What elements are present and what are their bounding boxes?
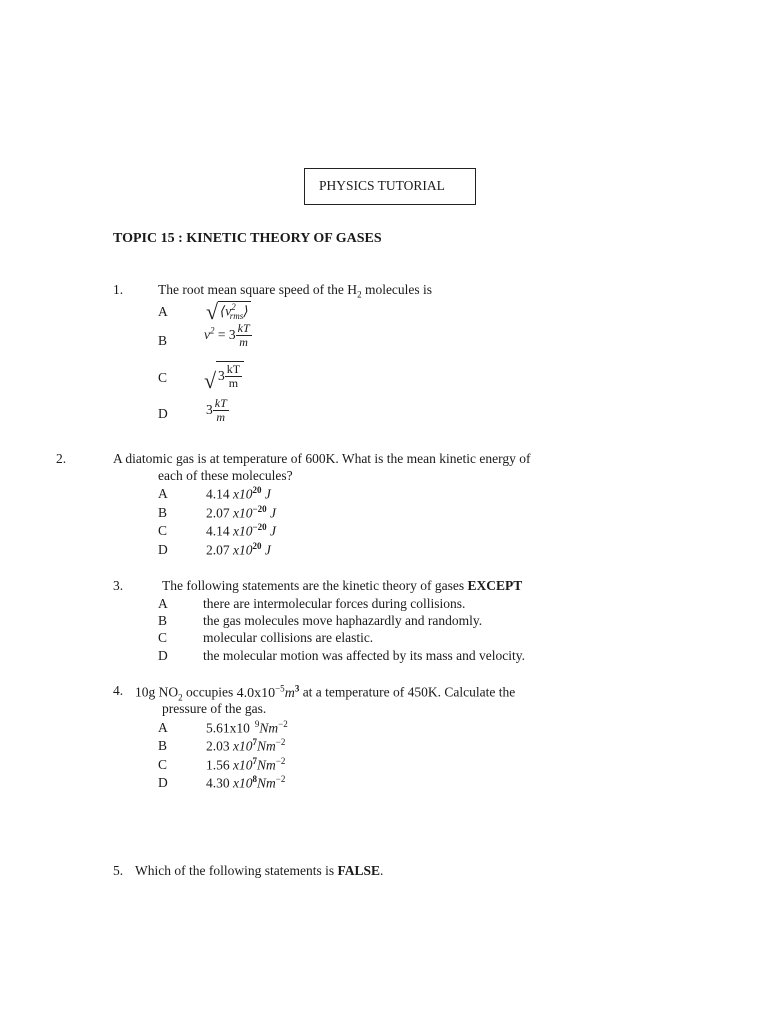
q1-option-b-letter: B — [158, 333, 168, 348]
title-box — [304, 168, 476, 205]
q2-option-c-value: 4.14 $x10^{-20}$ J — [206, 522, 277, 539]
q1-option-a-letter: A — [158, 304, 168, 319]
q1-option-c-letter: C — [158, 370, 168, 385]
q3-stem: The following statements are the kinetic theory of gases EXCEPT — [162, 578, 523, 593]
q4-stem-line1: 10g $NO_2$ occupies $4.0x10^{-5}m^3$ at a temperature of 450K. Calculate the — [135, 683, 516, 703]
q3-option-a-letter: A — [158, 596, 168, 611]
q4-option-a-value: 5.61x10 $^9Nm^{-2}$ — [206, 719, 288, 736]
q3-option-b-letter: B — [158, 613, 168, 628]
q3-option-c-text: molecular collisions are elastic. — [203, 630, 374, 645]
q5-number: 5. — [113, 863, 124, 878]
q2-option-a-value: 4.14 $x10^{20}$ J — [206, 485, 271, 502]
q3-option-d-text: the molecular motion was affected by its mass and velocity. — [203, 648, 526, 663]
q4-option-c-letter: C — [158, 757, 168, 772]
q1-stem: The root mean square speed of the $H_2$ molecules is — [158, 282, 433, 300]
q2-stem-line2: each of these molecules? — [158, 468, 293, 483]
q4-option-d-value: 4.30 $x10^8Nm^{-2}$ — [206, 774, 286, 791]
q2-option-b-value: 2.07 $x10^{-20}$ J — [206, 504, 277, 521]
title-box-label: PHYSICS TUTORIAL — [319, 178, 445, 193]
q3-option-c-letter: C — [158, 630, 168, 645]
q2-option-c-letter: C — [158, 523, 168, 538]
q4-option-c-value: 1.56 $x10^7Nm^{-2}$ — [206, 756, 286, 773]
q3-option-a-text: there are intermolecular forces during collisions. — [203, 596, 466, 611]
q2-option-d-value: 2.07 $x10^{20}$ J — [206, 541, 271, 558]
q2-number: 2. — [56, 451, 67, 466]
q4-option-b-letter: B — [158, 738, 168, 753]
q5-stem: Which of the following statements is FALSE. — [135, 863, 384, 878]
q2-option-a-letter: A — [158, 486, 168, 501]
q3-option-d-letter: D — [158, 648, 168, 663]
q4-option-a-letter: A — [158, 720, 168, 735]
q4-stem-line2: pressure of the gas. — [162, 701, 267, 716]
q4-option-b-value: 2.03 $x10^7Nm^{-2}$ — [206, 737, 286, 754]
q3-number: 3. — [113, 578, 124, 593]
q1-option-b-formula: $v^2 = 3$ $\frac{kT}{m}$ — [204, 321, 250, 350]
q2-option-d-letter: D — [158, 542, 168, 557]
q1-option-d-formula: 3 $\frac{kT}{m}$ — [206, 396, 227, 425]
q1-option-c-formula: √ 3 $\frac{kT}{m}$ — [204, 361, 244, 390]
topic-heading: TOPIC 15 : KINETIC THEORY OF GASES — [113, 231, 382, 246]
q2-stem-line1: A diatomic gas is at temperature of 600K. What is the mean kinetic energy of — [113, 451, 531, 466]
q3-option-b-text: the gas molecules move haphazardly and randomly. — [203, 613, 483, 628]
q4-option-d-letter: D — [158, 775, 168, 790]
q1-option-a-formula: √ $⟨v^2_{rms}⟩$ — [206, 299, 249, 325]
q1-number: 1. — [113, 282, 124, 297]
q4-number: 4. — [113, 683, 124, 698]
q1-option-d-letter: D — [158, 406, 168, 421]
q2-option-b-letter: B — [158, 505, 168, 520]
